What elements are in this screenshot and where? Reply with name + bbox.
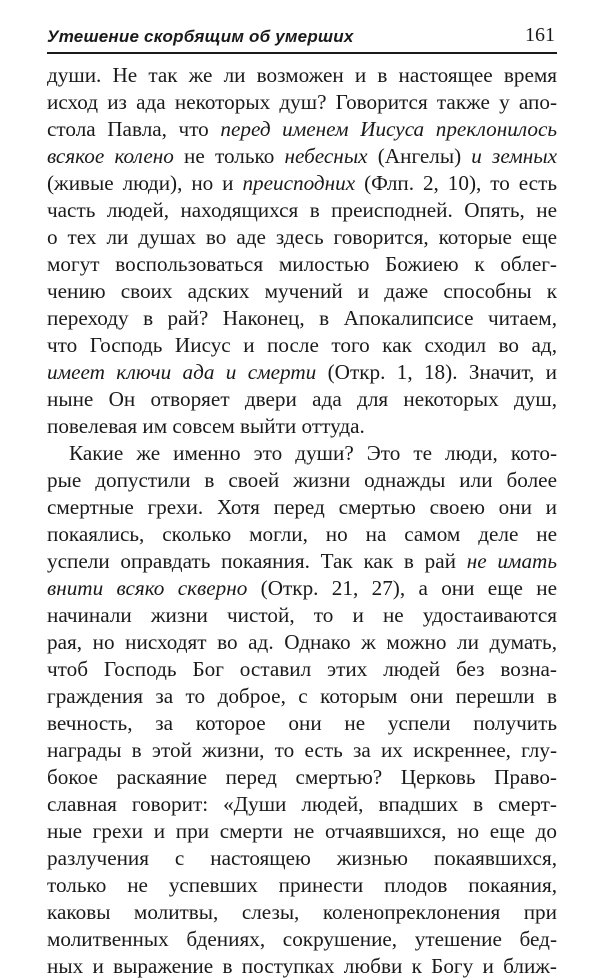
text-line: славная говорит: «Души людей, впадших в смерт- xyxy=(47,792,557,816)
text-line: часть людей, находящихся в преисподней. Опять, не xyxy=(47,198,557,222)
text-line: награды в этой жизни, то есть за их искреннее, глу- xyxy=(47,738,557,762)
page-header xyxy=(47,18,557,54)
book-page xyxy=(47,18,557,980)
text-line: ные грехи и при смерти не отчаявшихся, но еще до xyxy=(47,819,557,843)
page-number: 161 xyxy=(525,24,555,46)
text-line: бокое раскаяние перед смертью? Церковь Право- xyxy=(47,765,557,789)
italic-quote: и земных xyxy=(471,144,557,168)
text-line: исход из ада некоторых душ? Говорится также у апо- xyxy=(47,90,557,114)
text-line: переходу в рай? Наконец, в Апокалипсисе читаем, xyxy=(47,306,557,330)
text-line: чению своих адских мучений и даже способны к xyxy=(47,279,557,303)
text-line: ныне Он отворяет двери ада для некоторых душ, xyxy=(47,387,557,411)
text-line: чтоб Господь Бог оставил этих людей без возна- xyxy=(47,657,557,681)
text-line: каковы молитвы, слезы, коленопреклонения при xyxy=(47,900,557,924)
text-line: что Господь Иисус и после того как сходил во ад, xyxy=(47,333,557,357)
paragraph-1 xyxy=(47,62,557,440)
text-line: рая, но нисходят во ад. Однако ж можно ли думать, xyxy=(47,630,557,654)
text-line: повелевая им совсем выйти оттуда. xyxy=(47,414,365,438)
text-line: начинали жизни чистой, то и не удостаиваются xyxy=(47,603,557,627)
text-line: о тех ли душах во аде здесь говорится, которые еще xyxy=(47,225,557,249)
italic-quote: преисподних xyxy=(242,171,356,195)
text-line: молитвенных бдениях, сокрушение, утешение бед- xyxy=(47,927,557,951)
text-line: ных и выражение в поступках любви к Богу и ближ- xyxy=(47,954,557,978)
italic-quote: имеет ключи ада и смерти xyxy=(47,360,317,384)
italic-quote: внити всяко скверно xyxy=(47,576,248,600)
text-line: всякое колено не только небесных (Ангелы) и земных xyxy=(47,144,557,168)
running-title: Утешение скорбящим об умерших xyxy=(47,27,354,46)
text-line: успели оправдать покаяния. Так как в рай не имать xyxy=(47,549,557,573)
italic-quote: небесных xyxy=(284,144,368,168)
paragraph-2 xyxy=(47,440,557,980)
text-line: души. Не так же ли возможен и в настоящее время xyxy=(47,63,557,87)
text-line: могут воспользоваться милостью Божиею к облег- xyxy=(47,252,557,276)
text-line: (живые люди), но и преисподних (Флп. 2, 10), то есть xyxy=(47,171,557,195)
text-line: смертные грехи. Хотя перед смертью своею они и xyxy=(47,495,557,519)
text-line: только не успевших принести плодов покаяния, xyxy=(47,873,557,897)
italic-quote: не имать xyxy=(466,549,557,573)
text-line: вечность, за которое они не успели получить xyxy=(47,711,557,735)
text-line: граждения за то доброе, с которым они перешли в xyxy=(47,684,557,708)
italic-quote: перед именем Иисуса преклонилось xyxy=(220,117,557,141)
text-line: покаялись, сколько могли, но на самом деле не xyxy=(47,522,557,546)
body-text xyxy=(47,62,557,980)
text-line: имеет ключи ада и смерти (Откр. 1, 18). Значит, и xyxy=(47,360,557,384)
italic-quote: всякое колено xyxy=(47,144,174,168)
text-line: Какие же именно это души? Это те люди, кото- xyxy=(69,441,557,465)
text-line: рые допустили в своей жизни однажды или более xyxy=(47,468,557,492)
text-line: разлучения с настоящею жизнью покаявшихся, xyxy=(47,846,557,870)
text-line: стола Павла, что перед именем Иисуса преклонилось xyxy=(47,117,557,141)
text-line: внити всяко скверно (Откр. 21, 27), а они еще не xyxy=(47,576,557,600)
